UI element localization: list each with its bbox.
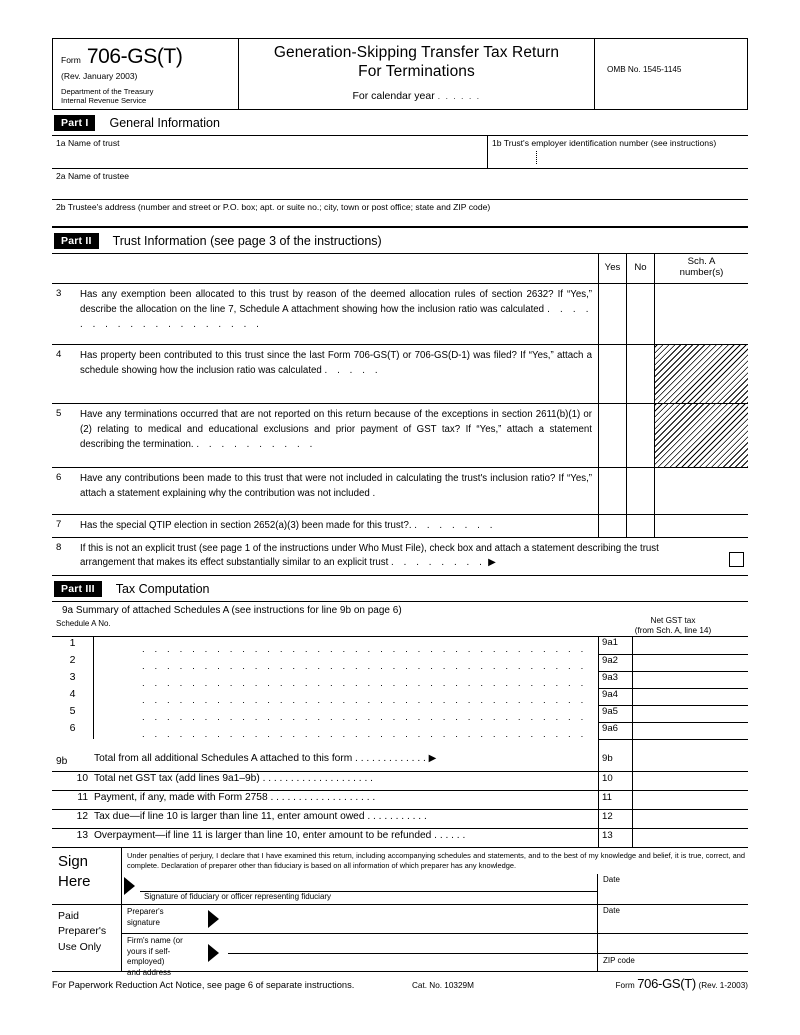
arrow-right-solid-icon <box>124 877 135 895</box>
line-13-amount[interactable] <box>632 829 748 847</box>
question-6-sch-a-box[interactable] <box>654 468 748 514</box>
preparer-sig-caption-line-1: Preparer's <box>127 907 164 917</box>
form-revision-date: (Rev. January 2003) <box>61 71 138 81</box>
schedule-a-row-6-ref: 9a6 <box>598 722 632 739</box>
question-5-body: Have any terminations occurred that are not reported on this return because of the exceptions in section 2611(b)(1) or (2) relating to medical and educational exclusions and prior payment of GST tax? If “Yes,” attach a statement describing the termination. <box>80 409 592 450</box>
perjury-statement: Under penalties of perjury, I declare that I have examined this return, including accompanying schedules and statements, and to the best of my knowledge and belief, it is true, correct, and complete. Declaration of preparer other than fiduciary is based on all information of which preparer has any knowledge. <box>127 851 745 871</box>
line-13-ref: 13 <box>598 829 632 847</box>
arrow-right-solid-icon-preparer <box>208 910 219 928</box>
question-row-6 <box>52 467 748 514</box>
calendar-year-field[interactable] <box>239 90 594 102</box>
line-12-ref: 12 <box>598 810 632 828</box>
schedule-a-row-2-leader: . . . . . . . . . . . . . . . . . . . . . . . . . . . . . . . . . . . . <box>142 661 587 672</box>
schedule-a-row-3-leader: . . . . . . . . . . . . . . . . . . . . . . . . . . . . . . . . . . . . <box>142 678 587 689</box>
field-2a-label: 2a Name of trustee <box>56 171 130 182</box>
question-8-body: If this is not an explicit trust (see page 1 of the instructions under Who Must File), check box and attach a statement describing the trust arrangement that makes its effect substantially similar to an explicit trust <box>80 543 659 569</box>
schedule-a-row-3-amount[interactable] <box>632 671 748 688</box>
form-title-line-2: For Terminations <box>358 62 475 80</box>
schedule-a-row-3-ref: 9a3 <box>598 671 632 688</box>
schedule-a-row-2-amount[interactable] <box>632 654 748 671</box>
schedule-a-row-5-number: 5 <box>52 705 94 722</box>
question-3-sch-a-box[interactable] <box>654 284 748 344</box>
question-row-8 <box>52 537 748 575</box>
part-2-header-spacer <box>52 254 598 283</box>
question-6-body: Have any contributions been made to this trust that were not included in calculating the trust's inclusion ratio? If “Yes,” attach a statement explaining why the contribution was not included <box>80 473 592 499</box>
line-12-row <box>52 809 748 828</box>
question-6-number: 6 <box>56 472 62 484</box>
firm-caption-line-3: and address <box>127 967 172 977</box>
sign-here-line-1: Sign <box>58 853 89 871</box>
paid-preparer-section <box>52 904 748 977</box>
part-2-title: Trust Information (see page 3 of the instructions) <box>112 234 382 249</box>
question-4-text <box>80 349 592 378</box>
firm-name-address-field[interactable] <box>206 934 598 971</box>
line-10-text: Total net GST tax (add lines 9a1–9b) . . . . . . . . . . . . . . . . . . . . <box>94 773 373 785</box>
footer-form-word: Form <box>615 981 635 991</box>
form-word-label: Form <box>61 55 81 65</box>
question-4-body: Has property been contributed to this trust since the last Form 706-GS(T) or 706-GS(D-1) was filed? If “Yes,” attach a schedule showing how the inclusion ratio was calculated <box>80 350 592 376</box>
part-1-tag: Part I <box>54 115 95 131</box>
paid-preparer-label <box>52 905 122 971</box>
calendar-year-label: For calendar year <box>352 89 435 102</box>
sign-here-line-2: Here <box>58 872 91 890</box>
sch-a-header-line-1: Sch. A <box>687 256 716 268</box>
schedule-a-row-4-leader: . . . . . . . . . . . . . . . . . . . . . . . . . . . . . . . . . . . . <box>142 695 587 706</box>
question-4-number: 4 <box>56 349 62 361</box>
question-6-text <box>80 472 592 501</box>
line-10-ref: 10 <box>598 772 632 790</box>
signature-block <box>52 847 748 977</box>
arrow-right-icon-9b: ▶ <box>428 753 437 765</box>
field-1a-name-of-trust[interactable] <box>52 136 488 168</box>
schedule-a-row-1-amount[interactable] <box>632 637 748 654</box>
preparer-signature-field[interactable] <box>206 905 598 933</box>
masthead-left <box>53 39 239 109</box>
line-9b-number-cell <box>52 751 94 771</box>
field-1b-ein[interactable] <box>488 136 748 168</box>
sign-here-label <box>52 848 122 904</box>
question-3-yes-box[interactable] <box>598 284 626 344</box>
line-9b-amount[interactable] <box>632 751 748 771</box>
footer-form-revision: (Rev. 1-2003) <box>698 981 748 991</box>
paperwork-reduction-notice: For Paperwork Reduction Act Notice, see page 6 of separate instructions. <box>52 980 355 991</box>
preparer-date-field[interactable] <box>598 905 748 933</box>
zip-code-label: ZIP code <box>603 956 635 966</box>
firm-name-row <box>122 933 748 977</box>
paid-label-line-2: Preparer's <box>58 925 107 938</box>
line-9b-text: Total from all additional Schedules A attached to this form . . . . . . . . . . . . . <box>94 753 426 765</box>
line-11-amount[interactable] <box>632 791 748 809</box>
part-1-title: General Information <box>109 116 220 131</box>
question-8-text <box>80 542 702 571</box>
column-header-yes: Yes <box>598 254 626 283</box>
schedule-a-row-4-ref: 9a4 <box>598 688 632 705</box>
line-9b-text-cell <box>94 751 598 771</box>
form-number: 706-GS(T) <box>86 45 183 68</box>
net-gst-tax-column-header <box>598 605 748 637</box>
part-3-banner <box>52 576 748 601</box>
question-3-body: Has any exemption been allocated to this trust by reason of the deemed allocation rules of section 2632? If “Yes,” describe the allocation on the line 7, Schedule A attachment showing how the inclusion ratio was calculated <box>80 289 592 315</box>
line-11-ref: 11 <box>598 791 632 809</box>
question-row-3 <box>52 283 748 344</box>
question-5-leader-dots: . . . . . . . . . . <box>196 438 316 450</box>
schedule-a-summary-table <box>52 636 748 847</box>
paid-label-line-1: Paid <box>58 910 80 923</box>
schedule-a-row-1-number: 1 <box>52 637 94 654</box>
schedule-a-row-5 <box>52 705 748 722</box>
question-5-text-cell <box>52 404 598 467</box>
line-9b-row <box>52 751 748 771</box>
calendar-year-blank[interactable]: . . . . . . <box>437 90 481 101</box>
schedule-a-row-4-amount[interactable] <box>632 688 748 705</box>
line-12-text: Tax due—if line 10 is larger than line 11, enter amount owed . . . . . . . . . . . <box>94 811 427 823</box>
schedule-a-row-5-leader: . . . . . . . . . . . . . . . . . . . . . . . . . . . . . . . . . . . . <box>142 712 587 723</box>
line-10-row <box>52 771 748 790</box>
question-3-no-box[interactable] <box>626 284 654 344</box>
part-2-banner <box>52 228 748 253</box>
question-7-sch-a-box[interactable] <box>654 515 748 537</box>
question-7-number: 7 <box>56 519 62 531</box>
schedule-a-row-2-number: 2 <box>52 654 94 671</box>
line-11-row <box>52 790 748 809</box>
schedule-a-spacer-amount <box>632 739 748 751</box>
line-9b-ref: 9b <box>598 751 632 771</box>
line-10-amount[interactable] <box>632 772 748 790</box>
form-identifier <box>61 45 238 69</box>
part-3-title: Tax Computation <box>115 581 210 596</box>
catalog-number: Cat. No. 10329M <box>412 981 474 991</box>
question-row-7 <box>52 514 748 537</box>
schedule-a-row-6-number: 6 <box>52 722 94 739</box>
preparer-date-label: Date <box>603 906 620 916</box>
masthead-center <box>239 39 595 109</box>
question-row-5 <box>52 403 748 467</box>
field-1b-label: 1b Trust's employer identification number (see instructions) <box>492 138 717 149</box>
line-13-number: 13 <box>76 830 88 842</box>
question-6-leader-dots: . <box>372 487 379 499</box>
column-header-sch-a-numbers <box>654 254 748 283</box>
question-6-yes-box[interactable] <box>598 468 626 514</box>
schedule-a-spacer-ref <box>598 739 632 751</box>
question-8-leader-dots: . . . . . . . . <box>391 557 486 569</box>
question-6-no-box[interactable] <box>626 468 654 514</box>
schedule-a-row-3 <box>52 671 748 688</box>
fiduciary-arrow-cell <box>122 874 138 904</box>
form-masthead <box>52 38 748 110</box>
question-7-text <box>80 519 592 534</box>
part-2-table <box>52 253 748 537</box>
line-9a-label: 9a Summary of attached Schedules A (see instructions for line 9b on page 6) <box>62 604 402 616</box>
row-2b <box>52 199 748 226</box>
part-1-banner <box>52 110 748 135</box>
fiduciary-date-field[interactable] <box>598 874 748 904</box>
schedule-a-row-6-leader: . . . . . . . . . . . . . . . . . . . . . . . . . . . . . . . . . . . . <box>142 729 587 740</box>
fiduciary-signature-row <box>122 874 748 904</box>
schedule-a-spacer-number <box>52 739 94 751</box>
schedule-a-row-1-ref: 9a1 <box>598 637 632 654</box>
line-13-text: Overpayment—if line 11 is larger than line 10, enter amount to be refunded . . . . . . <box>94 830 466 842</box>
question-7-leader-dots: . . . . . . . <box>414 520 497 532</box>
fiduciary-signature-caption: Signature of fiduciary or officer representing fiduciary <box>144 892 332 902</box>
arrow-right-solid-icon-firm <box>208 944 219 962</box>
schedule-a-row-6 <box>52 722 748 739</box>
net-gst-header-line-1: Net GST tax <box>650 615 696 625</box>
line-12-number: 12 <box>76 811 88 823</box>
question-3-number: 3 <box>56 288 62 300</box>
firm-caption-line-1: Firm's name (or <box>127 936 183 946</box>
row-1a-1b <box>52 135 748 168</box>
summary-header-left <box>52 605 598 637</box>
schedule-a-row-3-number: 3 <box>52 671 94 688</box>
footer-form-identifier <box>562 976 748 991</box>
zip-code-wrapper <box>598 934 748 971</box>
paid-preparer-content <box>122 905 748 977</box>
summary-header <box>52 602 748 637</box>
schedule-a-row-4 <box>52 688 748 705</box>
question-5-yes-box[interactable] <box>598 404 626 467</box>
schedule-a-row-1-leader: . . . . . . . . . . . . . . . . . . . . . . . . . . . . . . . . . . . . <box>142 644 587 655</box>
preparer-signature-row <box>122 905 748 933</box>
question-7-text-cell <box>52 515 598 537</box>
paid-label-line-3: Use Only <box>58 940 102 953</box>
schedule-a-row-5-amount[interactable] <box>632 705 748 722</box>
question-4-no-box[interactable] <box>626 345 654 403</box>
schedule-a-row-5-ref: 9a5 <box>598 705 632 722</box>
department-line-1: Department of the Treasury <box>61 87 154 96</box>
question-5-no-box[interactable] <box>626 404 654 467</box>
department-line-2: Internal Revenue Service <box>61 96 147 106</box>
net-gst-header-line-2: (from Sch. A, line 14) <box>634 626 712 636</box>
question-row-4 <box>52 344 748 403</box>
schedule-a-row-1 <box>52 637 748 654</box>
ein-separator-dotted-line <box>536 151 537 164</box>
footer-form-number: 706-GS(T) <box>637 976 696 992</box>
question-4-leader-dots: . . . . . <box>324 364 382 376</box>
question-8-number-cell <box>52 542 80 571</box>
issuing-agency <box>61 87 238 106</box>
fiduciary-signature-field[interactable] <box>138 874 598 904</box>
line-13-row <box>52 828 748 847</box>
question-7-yes-box[interactable] <box>598 515 626 537</box>
schedule-a-row-2 <box>52 654 748 671</box>
line-9b-number: 9b <box>56 756 68 768</box>
question-5-sch-a-hatched <box>654 404 748 467</box>
schedule-a-spacer-leader <box>94 739 598 751</box>
fiduciary-date-label: Date <box>603 875 620 885</box>
question-8-number: 8 <box>56 542 62 554</box>
sch-a-header-line-2: number(s) <box>679 267 724 279</box>
preparer-signature-caption <box>122 905 206 933</box>
question-7-body: Has the special QTIP election in section 2652(a)(3) been made for this trust?. <box>80 520 412 532</box>
row-2a <box>52 168 748 199</box>
zip-code-field[interactable] <box>598 953 748 972</box>
field-2b-label: 2b Trustee's address (number and street or P.O. box; apt. or suite no.; city, town or post office; state and ZIP code) <box>56 202 491 213</box>
omb-number: OMB No. 1545-1145 <box>607 65 682 74</box>
question-4-yes-box[interactable] <box>598 345 626 403</box>
line-11-text: Payment, if any, made with Form 2758 . . . . . . . . . . . . . . . . . . . <box>94 792 376 804</box>
part-3-tag: Part III <box>54 581 102 597</box>
question-3-leader-dots: . . . . . . . . . . . . . . . . . . . <box>80 303 592 330</box>
form-title-line-1: Generation-Skipping Transfer Tax Return <box>273 44 560 61</box>
firm-caption-line-2: yours if self-employed) <box>127 946 171 967</box>
part-2-tag: Part II <box>54 233 99 249</box>
arrow-right-icon: ▶ <box>488 557 496 569</box>
question-3-text <box>80 288 592 332</box>
question-5-text <box>80 408 592 452</box>
field-1a-label: 1a Name of trust <box>56 138 120 149</box>
field-2a-name-of-trustee[interactable] <box>52 169 748 199</box>
schedule-a-row-4-number: 4 <box>52 688 94 705</box>
question-8-checkbox[interactable] <box>729 552 744 567</box>
schedule-a-row-2-ref: 9a2 <box>598 654 632 671</box>
firm-name-underline <box>228 953 597 954</box>
question-5-number: 5 <box>56 408 62 420</box>
question-6-text-cell <box>52 468 598 514</box>
line-11-number: 11 <box>77 792 88 804</box>
sign-here-content <box>122 848 748 904</box>
sign-here-section <box>52 848 748 904</box>
question-4-text-cell <box>52 345 598 403</box>
line-12-amount[interactable] <box>632 810 748 828</box>
schedule-a-no-label: Schedule A No. <box>56 618 111 628</box>
schedule-a-row-6-amount[interactable] <box>632 722 748 739</box>
schedule-a-row-spacer <box>52 739 748 751</box>
question-4-sch-a-hatched <box>654 345 748 403</box>
form-body <box>52 38 748 991</box>
column-header-no: No <box>626 254 654 283</box>
preparer-sig-caption-line-2: signature <box>127 917 160 927</box>
question-7-no-box[interactable] <box>626 515 654 537</box>
question-3-text-cell <box>52 284 598 344</box>
question-8-text-cell <box>80 542 748 571</box>
field-2b-trustee-address[interactable] <box>52 200 748 226</box>
part-2-column-headers <box>52 254 748 283</box>
line-10-number: 10 <box>76 773 88 785</box>
firm-name-caption <box>122 934 206 977</box>
